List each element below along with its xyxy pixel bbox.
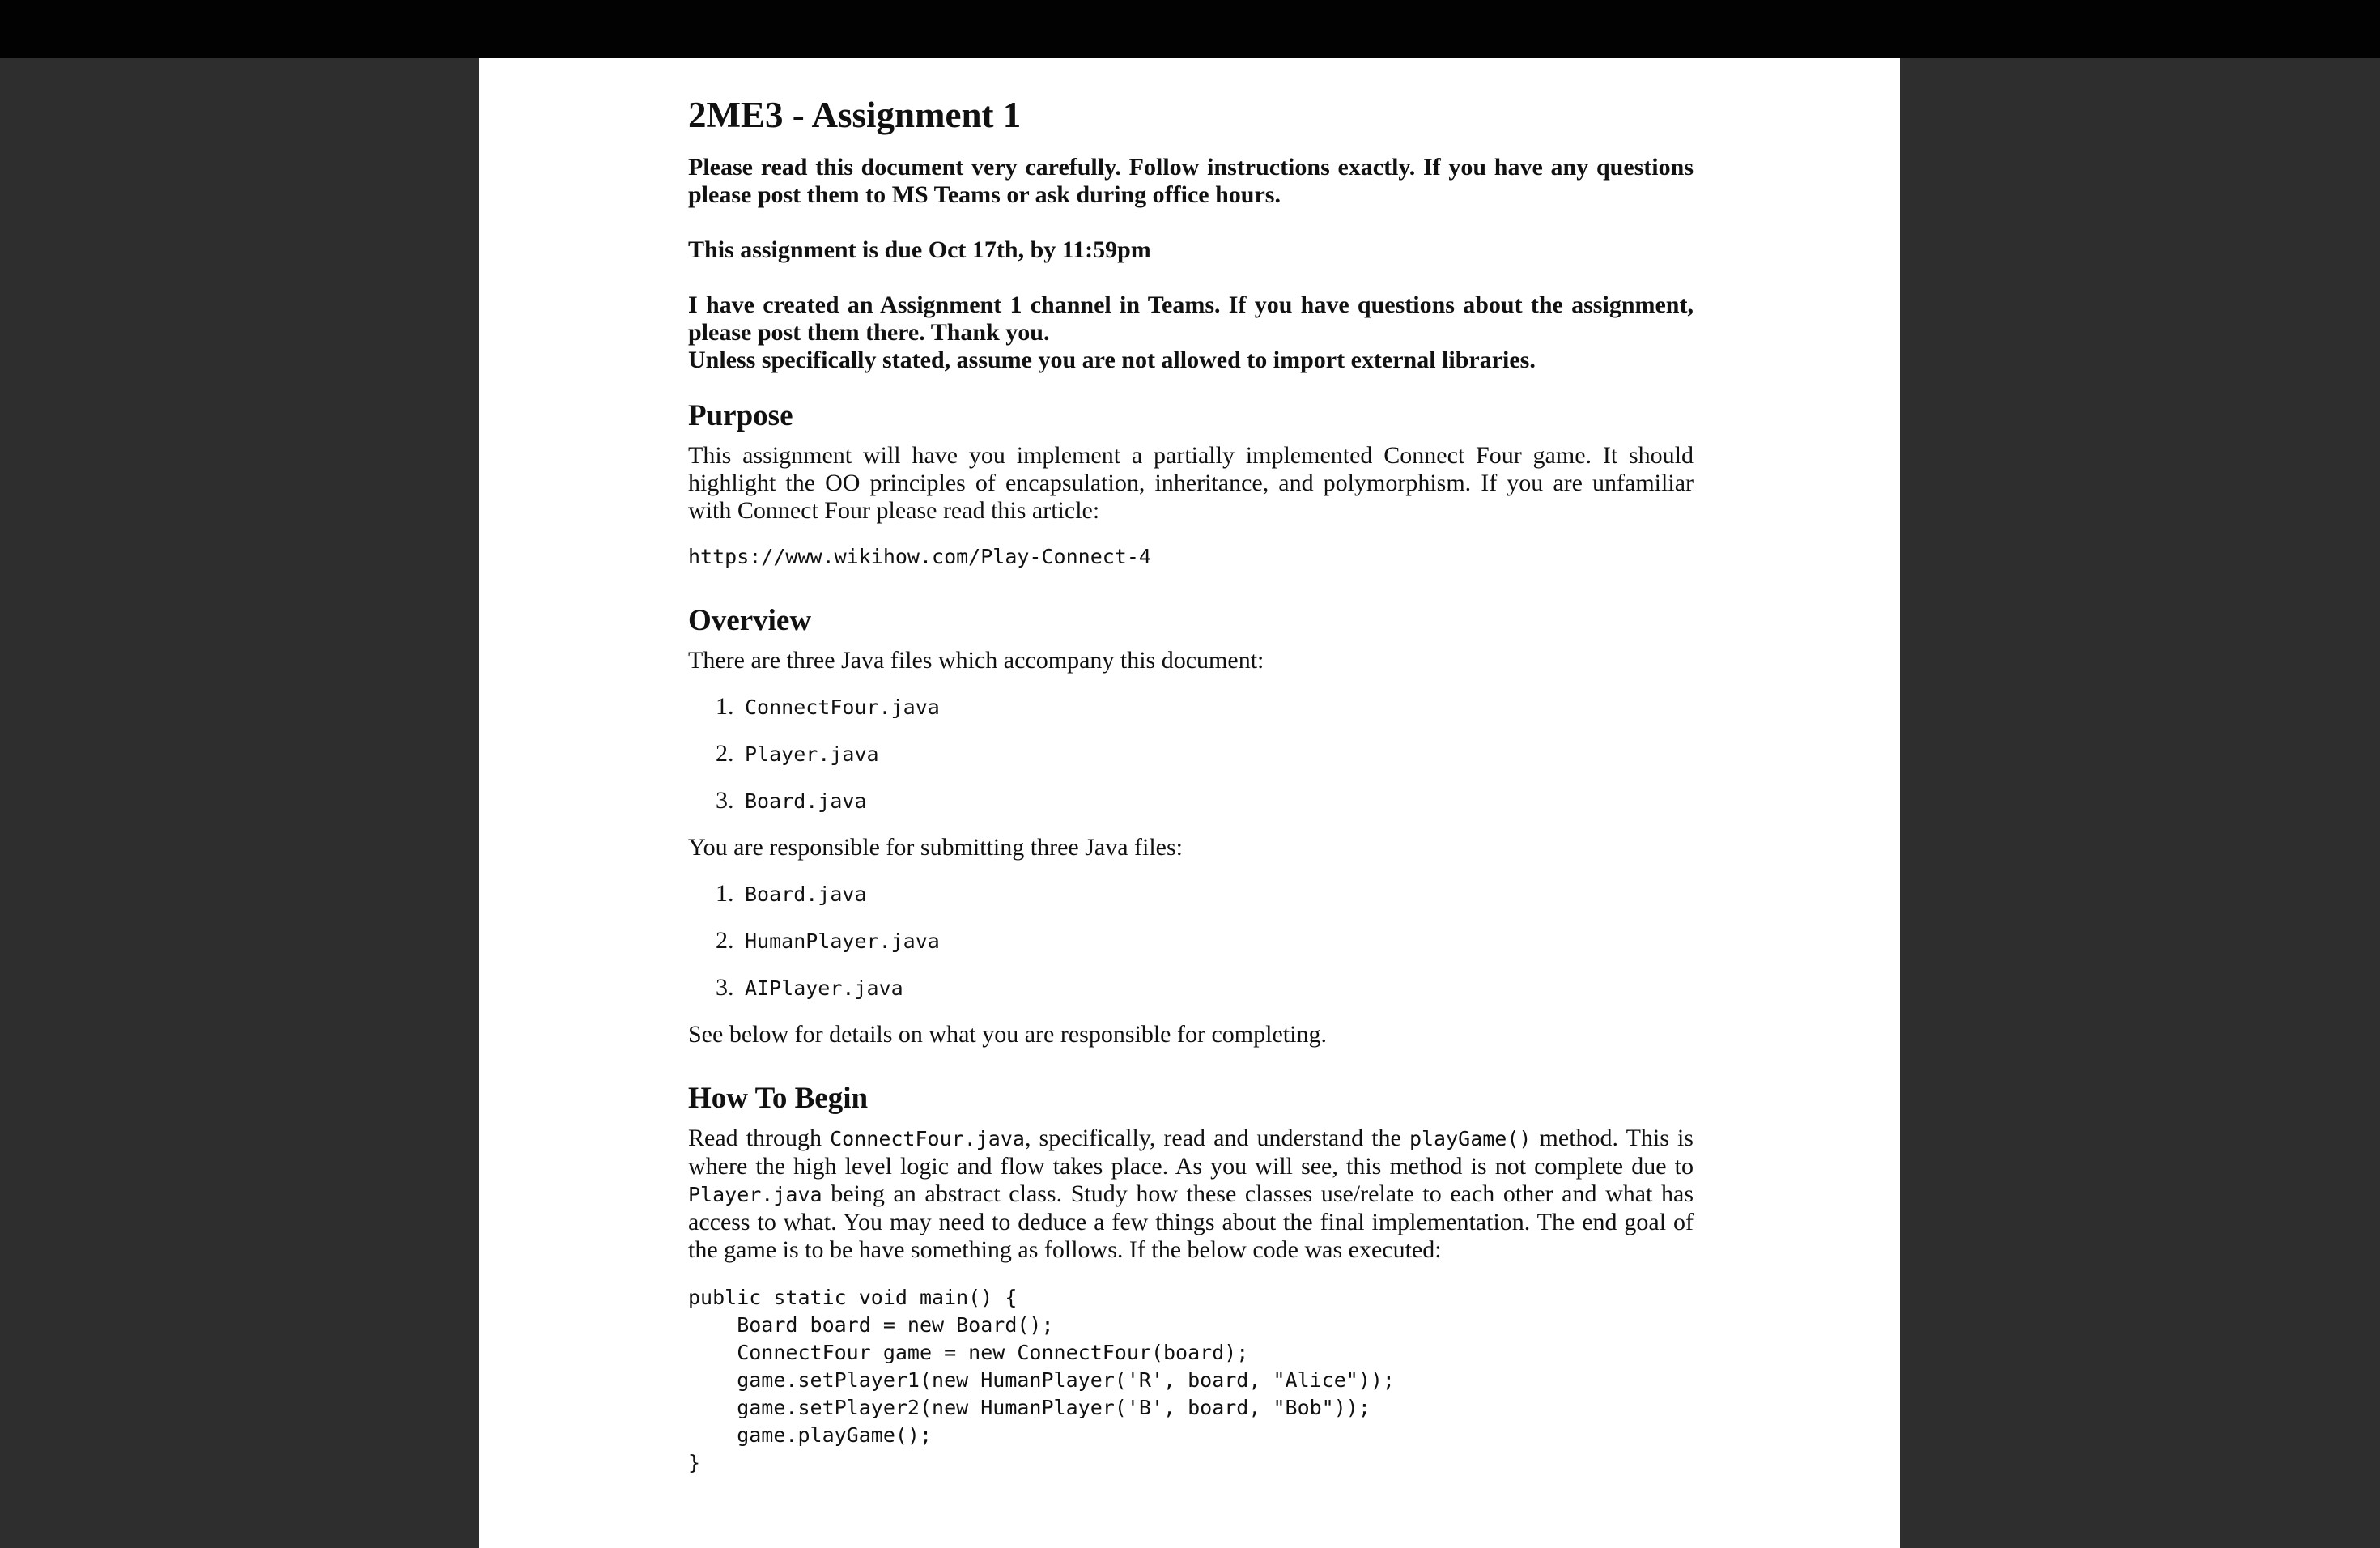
document-page [479,58,1900,1548]
inline-code: ConnectFour.java [830,1127,1025,1150]
purpose-heading: Purpose [688,399,793,432]
connect-four-url[interactable]: https://www.wikihow.com/Play-Connect-4 [688,545,1151,568]
file-name: AIPlayer.java [745,976,903,1000]
submit-files-list [716,880,1694,1002]
how-to-begin-paragraph: Read through ConnectFour.java, specifically, read and understand the playGame() method. This is where the high level logic and flow takes place. As you will see, this method is not complete due to Player.java being an abstract class. Study how these classes use/relate to each other and what has access to what. You may need to deduce a few things about the final implementation. The end goal of the game is to be have something as follows. If the below code was executed: [688,1125,1694,1263]
code-block: public static void main() { Board board = new Board(); ConnectFour game = new ConnectFour(board); game.setPlayer1(new HumanPlayer('R', board, "Alice")); game.setPlayer2(new HumanPlayer('B', board, "Bob")); game.playGame(); } [688,1286,1395,1474]
file-name: Board.java [745,882,867,906]
due-date-paragraph: This assignment is due Oct 17th, by 11:59pm [688,236,1151,263]
page-content [688,91,1694,1477]
overview-heading: Overview [688,604,812,637]
how-to-begin-heading: How To Begin [688,1082,869,1115]
list-item: 1. ConnectFour.java [716,693,940,720]
list-item: 2. Player.java [716,740,879,767]
purpose-paragraph: This assignment will have you implement a partially implemented Connect Four game. It should highlight the OO principles of encapsulation, inheritance, and polymorphism. If you are unfamiliar with Connect Four please read this article: [688,442,1694,524]
list-item: 1. Board.java [716,880,867,907]
instructions-paragraph: Please read this document very carefully. Follow instructions exactly. If you have any questions please post them to MS Teams or ask during office hours. [688,154,1694,208]
inline-code: Player.java [688,1183,822,1206]
inline-code: playGame() [1409,1127,1532,1150]
file-name: Player.java [745,742,879,766]
file-name: Board.java [745,789,867,813]
list-item: 2. HumanPlayer.java [716,927,940,954]
libraries-paragraph: Unless specifically stated, assume you are not allowed to import external libraries. [688,347,1536,373]
file-name: HumanPlayer.java [745,929,940,953]
teams-channel-paragraph: I have created an Assignment 1 channel in Teams. If you have questions about the assignment, please post them there. Thank you. [688,291,1694,346]
overview-intro: There are three Java files which accompany this document: [688,647,1264,674]
list-item: 3. Board.java [716,787,867,814]
list-item: 3. AIPlayer.java [716,974,903,1001]
submit-intro: You are responsible for submitting three Java files: [688,834,1184,861]
file-name: ConnectFour.java [745,695,940,719]
document-title: 2ME3 - Assignment 1 [688,95,1022,135]
provided-files-list [716,693,1694,815]
viewer-top-bar [0,0,2380,58]
overview-closing: See below for details on what you are responsible for completing. [688,1021,1327,1048]
